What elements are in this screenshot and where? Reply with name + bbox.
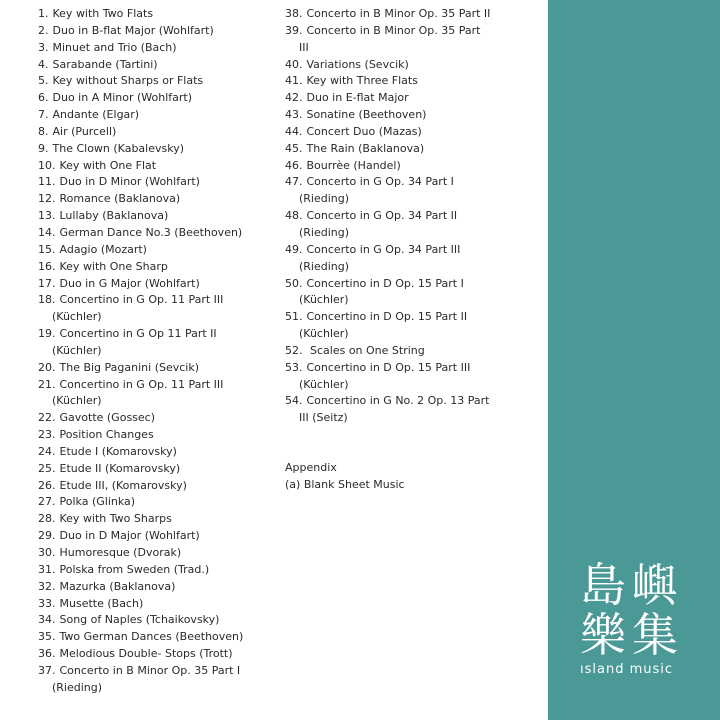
item-title: Lullaby (Baklanova) — [59, 209, 169, 223]
list-item — [285, 360, 535, 394]
list-item — [285, 242, 535, 276]
logo-english: ısland music — [580, 662, 674, 677]
item-title: Duo in B-flat Major (Wohlfart) — [52, 23, 214, 37]
list-item — [285, 57, 535, 74]
item-title: Concertino in G Op 11 Part II — [59, 327, 217, 341]
list-item — [285, 276, 535, 310]
item-title: Concerto in G Op. 34 Part III — [306, 242, 461, 256]
item-title: Duo in G Major (Wohlfart) — [59, 276, 200, 290]
item-title: Duo in A Minor (Wohlfart) — [52, 91, 193, 105]
item-title: Concerto in G Op. 34 Part II — [306, 209, 458, 223]
item-title: Concertino in G No. 2 Op. 13 Part — [306, 394, 490, 408]
item-title: Mazurka (Baklanova) — [59, 579, 176, 593]
item-title: Etude II (Komarovsky) — [59, 461, 181, 475]
list-item — [38, 494, 278, 511]
item-number: 43. — [285, 108, 303, 122]
item-title: German Dance No.3 (Beethoven) — [59, 225, 243, 239]
item-number: 8. — [38, 124, 49, 138]
list-item — [285, 208, 535, 242]
item-number: 37. — [38, 663, 56, 677]
item-number: 26. — [38, 478, 56, 492]
appendix-title: Appendix — [285, 461, 337, 474]
item-number: 54. — [285, 394, 303, 408]
item-title: Concerto in B Minor Op. 35 Part I — [59, 663, 241, 677]
item-title: Concerto in G Op. 34 Part I — [306, 175, 454, 189]
list-item — [38, 259, 278, 276]
list-item — [38, 326, 278, 360]
list-item — [38, 107, 278, 124]
list-item — [38, 444, 278, 461]
list-item — [285, 141, 535, 158]
item-title: Air (Purcell) — [52, 124, 117, 138]
item-number: 49. — [285, 242, 303, 256]
item-title: Concertino in D Op. 15 Part I — [306, 276, 464, 290]
item-number: 22. — [38, 411, 56, 425]
list-item — [285, 309, 535, 343]
item-number: 41. — [285, 74, 303, 88]
item-title: Song of Naples (Tchaikovsky) — [59, 613, 220, 627]
list-item — [38, 124, 278, 141]
item-title: Gavotte (Gossec) — [59, 411, 156, 425]
list-item — [285, 90, 535, 107]
item-number: 46. — [285, 158, 303, 172]
item-number: 15. — [38, 242, 56, 256]
item-number: 31. — [38, 562, 56, 576]
item-number: 50. — [285, 276, 303, 290]
item-title: Polka (Glinka) — [59, 495, 136, 509]
item-title: Musette (Bach) — [59, 596, 144, 610]
list-item — [285, 23, 535, 57]
list-item — [38, 191, 278, 208]
item-title-continued: (Küchler) — [299, 327, 349, 341]
list-item — [38, 73, 278, 90]
item-title: Humoresque (Dvorak) — [59, 546, 182, 559]
list-item — [38, 427, 278, 444]
item-title: Andante (Elgar) — [52, 108, 140, 122]
list-item — [38, 410, 278, 427]
item-title: Concert Duo (Mazas) — [306, 124, 422, 138]
item-title-continued: (Küchler) — [299, 377, 349, 391]
item-title: Scales on One String — [306, 343, 425, 357]
item-title: Duo in D Major (Wohlfart) — [59, 529, 200, 543]
list-item — [38, 90, 278, 107]
item-title: Key with One Sharp — [59, 259, 168, 273]
item-title: The Clown (Kabalevsky) — [52, 141, 185, 155]
list-item — [38, 158, 278, 175]
list-item — [38, 23, 278, 40]
item-title: Concertino in D Op. 15 Part II — [306, 310, 468, 324]
list-item — [38, 225, 278, 242]
list-item — [38, 292, 278, 326]
item-number: 44. — [285, 124, 303, 138]
item-title: Concertino in G Op. 11 Part III — [59, 293, 224, 307]
item-number: 12. — [38, 192, 56, 206]
item-title: The Big Paganini (Sevcik) — [59, 360, 200, 374]
item-number: 52. — [285, 343, 303, 357]
item-number: 20. — [38, 360, 56, 374]
list-item — [38, 6, 278, 23]
item-number: 6. — [38, 91, 49, 105]
list-item — [285, 393, 535, 427]
item-title: Duo in D Minor (Wohlfart) — [59, 175, 200, 189]
list-item — [285, 107, 535, 124]
list-item — [38, 40, 278, 57]
item-number: 30. — [38, 546, 56, 559]
list-item — [38, 596, 278, 613]
item-number: 45. — [285, 141, 303, 155]
island-music-logo — [580, 560, 700, 677]
item-number: 48. — [285, 209, 303, 223]
list-item — [38, 663, 278, 697]
appendix-section — [285, 460, 405, 494]
item-number: 51. — [285, 310, 303, 324]
list-item — [38, 562, 278, 579]
item-number: 53. — [285, 360, 303, 374]
list-item — [38, 579, 278, 596]
item-title: Position Changes — [59, 428, 154, 442]
item-title: Variations (Sevcik) — [306, 57, 409, 71]
contents-list-right — [285, 6, 535, 427]
logo-cjk-line-1: 島嶼 — [580, 558, 684, 612]
item-title-continued: (Rieding) — [299, 192, 350, 206]
item-number: 40. — [285, 57, 303, 71]
item-title: The Rain (Baklanova) — [306, 141, 425, 155]
item-number: 5. — [38, 74, 49, 88]
list-item — [38, 276, 278, 293]
item-number: 35. — [38, 630, 56, 644]
item-title-continued: (Rieding) — [52, 680, 103, 694]
list-item — [38, 629, 278, 646]
item-number: 39. — [285, 23, 303, 37]
list-item — [38, 57, 278, 74]
item-number: 28. — [38, 512, 56, 526]
list-item — [38, 612, 278, 629]
list-item — [285, 343, 535, 360]
item-title: Etude III, (Komarovsky) — [59, 478, 187, 492]
list-item — [38, 141, 278, 158]
list-item — [38, 511, 278, 528]
item-number: 24. — [38, 444, 56, 458]
item-title: Key without Sharps or Flats — [52, 74, 204, 88]
item-title-continued: (Küchler) — [52, 310, 102, 324]
item-title: Key with One Flat — [59, 158, 157, 172]
item-title: Etude I (Komarovsky) — [59, 444, 177, 458]
list-item — [285, 174, 535, 208]
item-number: 1. — [38, 7, 49, 20]
item-number: 29. — [38, 529, 56, 543]
item-title-continued: (Küchler) — [52, 343, 102, 357]
list-item — [38, 528, 278, 545]
item-number: 10. — [38, 158, 56, 172]
item-title-continued: (Küchler) — [299, 293, 349, 307]
item-title: Two German Dances (Beethoven) — [59, 630, 244, 644]
item-title: Concertino in D Op. 15 Part III — [306, 360, 471, 374]
item-number: 3. — [38, 40, 49, 54]
item-title: Key with Two Flats — [52, 7, 154, 20]
item-number: 9. — [38, 141, 49, 155]
item-number: 16. — [38, 259, 56, 273]
appendix-item: (a) Blank Sheet Music — [285, 477, 405, 491]
item-title-continued: III — [299, 40, 309, 54]
item-number: 13. — [38, 209, 56, 223]
list-item — [38, 208, 278, 225]
item-title-continued: (Rieding) — [299, 259, 350, 273]
list-item — [285, 73, 535, 90]
item-title: Sonatine (Beethoven) — [306, 108, 427, 122]
item-title: Concertino in G Op. 11 Part III — [59, 377, 224, 391]
item-title: Adagio (Mozart) — [59, 242, 147, 256]
list-item — [285, 158, 535, 175]
logo-cjk-line-2: 樂集 — [580, 608, 684, 662]
item-title: Melodious Double- Stops (Trott) — [59, 647, 233, 661]
list-item — [38, 646, 278, 663]
item-title: Key with Three Flats — [306, 74, 418, 88]
list-item — [285, 6, 535, 23]
item-title: Key with Two Sharps — [59, 512, 172, 526]
item-title: Romance (Baklanova) — [59, 192, 181, 206]
item-number: 14. — [38, 225, 56, 239]
item-number: 25. — [38, 461, 56, 475]
item-number: 42. — [285, 91, 303, 105]
item-number: 34. — [38, 613, 56, 627]
item-number: 17. — [38, 276, 56, 290]
item-title: Sarabande (Tartini) — [52, 57, 158, 71]
item-number: 7. — [38, 108, 49, 122]
item-title-continued: (Rieding) — [299, 225, 350, 239]
list-item — [38, 377, 278, 411]
list-item — [38, 478, 278, 495]
item-title: Concerto in B Minor Op. 35 Part — [306, 23, 481, 37]
item-number: 11. — [38, 175, 56, 189]
item-number: 33. — [38, 596, 56, 610]
item-number: 2. — [38, 23, 49, 37]
item-title: Duo in E-flat Major — [306, 91, 409, 105]
item-title: Minuet and Trio (Bach) — [52, 40, 177, 54]
item-number: 23. — [38, 428, 56, 442]
item-number: 18. — [38, 293, 56, 307]
item-number: 32. — [38, 579, 56, 593]
item-title: Concerto in B Minor Op. 35 Part II — [306, 7, 491, 20]
item-number: 36. — [38, 647, 56, 661]
item-number: 47. — [285, 175, 303, 189]
item-number: 38. — [285, 7, 303, 20]
list-item — [38, 242, 278, 259]
list-item — [285, 124, 535, 141]
item-number: 19. — [38, 327, 56, 341]
contents-list-left — [38, 6, 278, 697]
list-item — [38, 360, 278, 377]
item-title-continued: III (Seitz) — [299, 411, 348, 425]
item-number: 21. — [38, 377, 56, 391]
item-title: Bourrèe (Handel) — [306, 158, 401, 172]
item-number: 27. — [38, 495, 56, 509]
item-number: 4. — [38, 57, 49, 71]
item-title: Polska from Sweden (Trad.) — [59, 562, 210, 576]
list-item — [38, 461, 278, 478]
list-item — [38, 545, 278, 562]
item-title-continued: (Küchler) — [52, 394, 102, 408]
list-item — [38, 174, 278, 191]
